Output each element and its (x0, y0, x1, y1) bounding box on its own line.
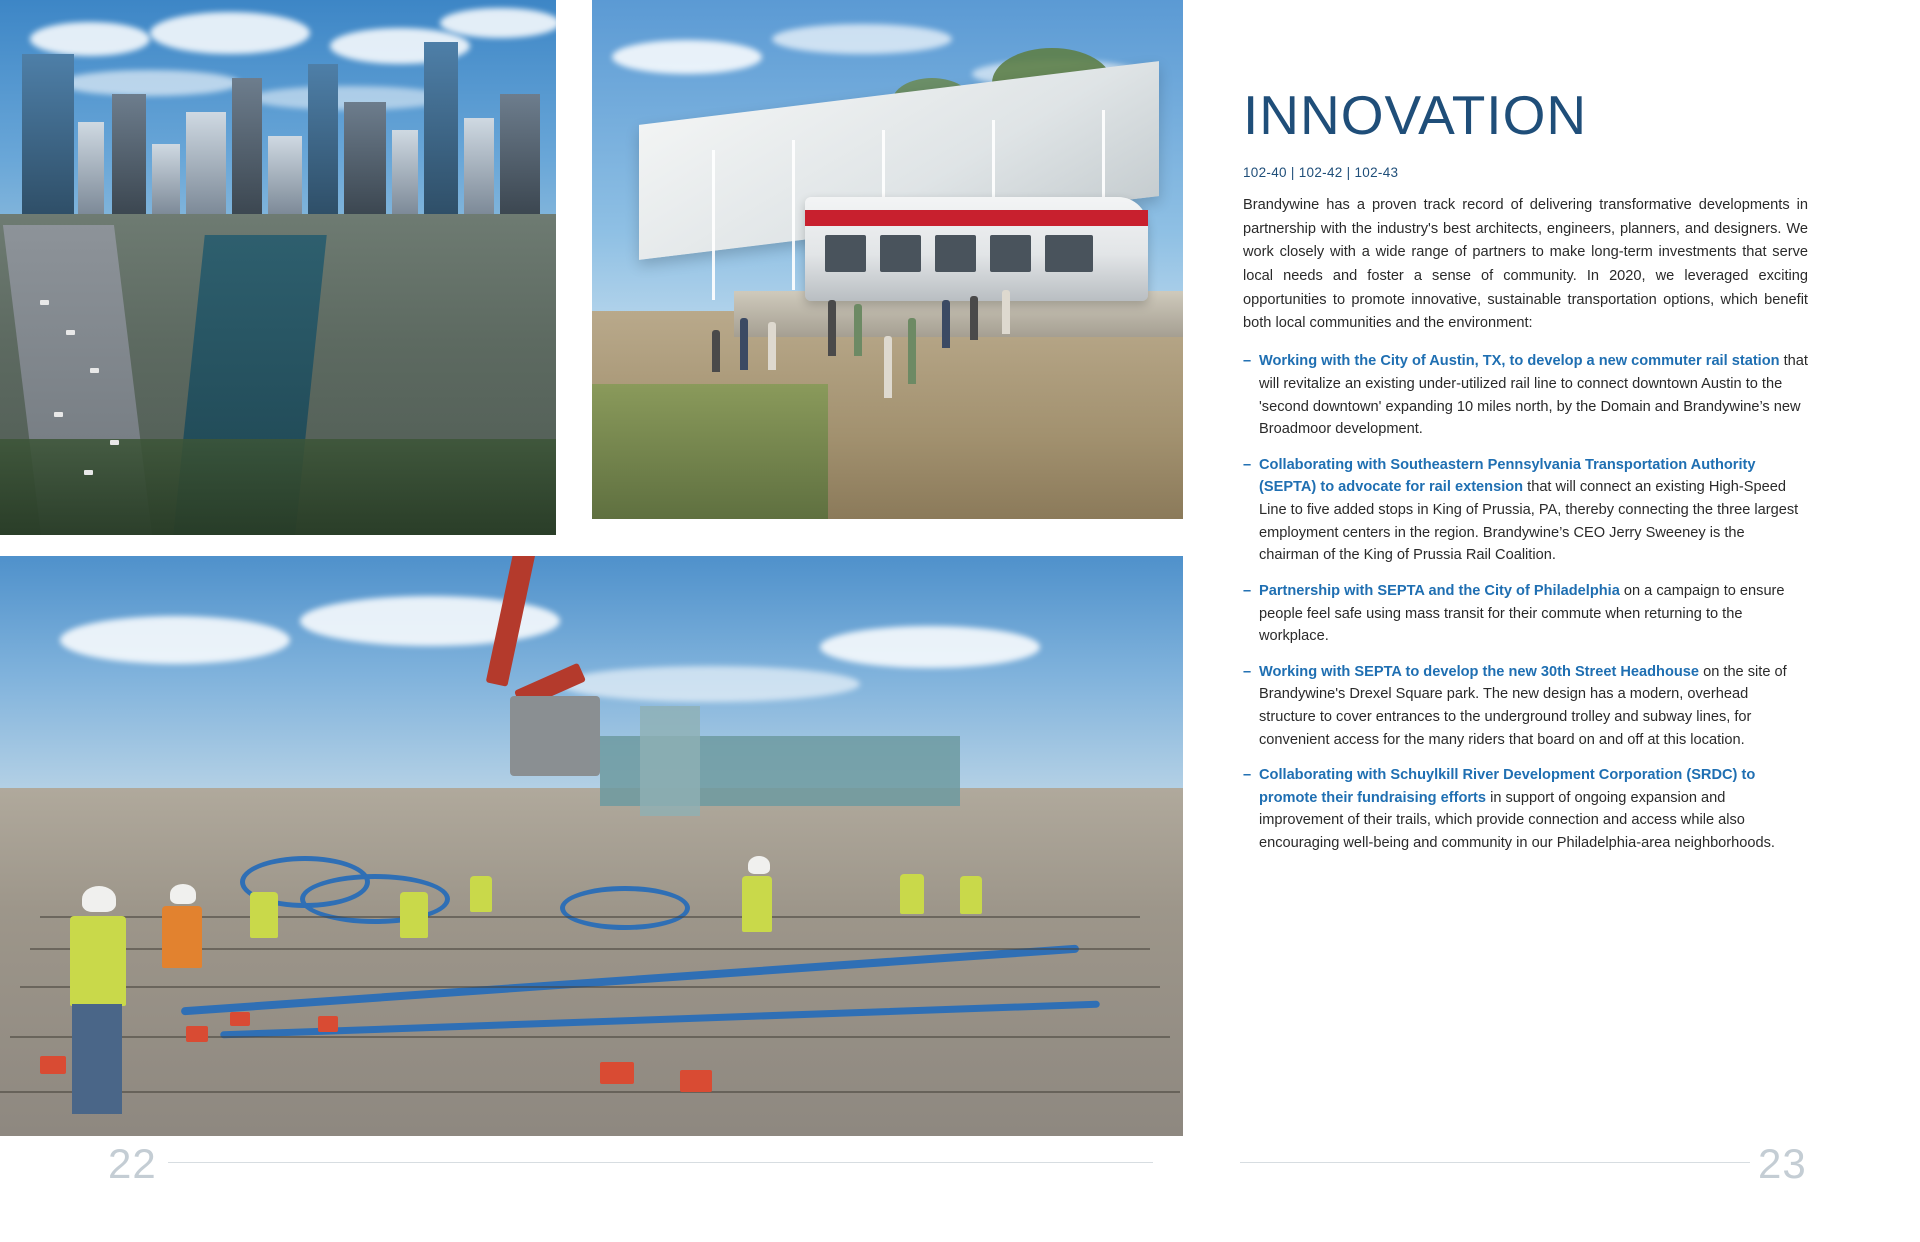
building-shape (78, 122, 104, 214)
building-shape (392, 130, 418, 214)
image-rail-station-rendering (592, 0, 1183, 519)
building-shape (464, 118, 494, 214)
building-shape (268, 136, 302, 214)
rebar-line (40, 916, 1140, 918)
list-item-lead: Working with SEPTA to develop the new 30th Street Headhouse (1259, 663, 1700, 680)
hard-hat (748, 856, 770, 874)
train-window (990, 235, 1031, 272)
list-item (1243, 580, 1808, 648)
pedestrian-figure (828, 300, 836, 356)
list-item-rest: on the site of Brandywine's Drexel Square park. The new design has a modern, overhead structure to cover entrances to the underground trolley and subway lines, for convenient access for the many riders that board on and off at this location. (1259, 663, 1787, 748)
building-shape (112, 94, 146, 214)
cloud-shape (612, 40, 762, 74)
list-item (1243, 350, 1808, 440)
safety-marker (318, 1016, 338, 1032)
image-philadelphia-skyline (0, 0, 556, 535)
pedestrian-figure (712, 330, 720, 372)
worker-figure (162, 906, 202, 968)
train-window (1045, 235, 1093, 272)
gri-standards-reference: 102-40 | 102-42 | 102-43 (1243, 165, 1399, 180)
pedestrian-figure (1002, 290, 1010, 334)
hard-hat (170, 884, 196, 904)
canopy-column (712, 150, 715, 300)
list-item-text (1259, 661, 1808, 751)
blue-hose-coil (560, 886, 690, 930)
car-shape (110, 440, 119, 445)
cloud-shape (60, 70, 240, 96)
worker-figure (742, 876, 772, 932)
image-construction-deck (0, 556, 1183, 1136)
worker-figure (400, 892, 428, 938)
hard-hat (82, 886, 116, 912)
safety-marker (186, 1026, 208, 1042)
building-shape (152, 144, 180, 214)
cloud-shape (440, 8, 556, 38)
page-number-right: 23 (1758, 1140, 1807, 1187)
pedestrian-figure (740, 318, 748, 370)
pedestrian-figure (970, 296, 978, 340)
canopy-column (792, 140, 795, 290)
list-item (1243, 764, 1808, 854)
building-shape (424, 42, 458, 214)
rebar-line (10, 1036, 1170, 1038)
list-item-rest: that will connect an existing High-Speed Line to five added stops in King of Prussia, PA, thereby connecting the three largest employment centers in the region. Brandywine’s CEO Jerry Sweeney is the chairman of the King of Prussia Rail Coalition. (1259, 479, 1799, 564)
intro-paragraph: Brandywine has a proven track record of delivering transformative developments in partnership with the industry's best architects, engineers, planners, and designers. We work closely with a wide range of partners to make long-term investments that serve local needs and foster a sense of community. In 2020, we leveraged exciting opportunities to promote innovative, sustainable transportation options, which benefit both local communities and the environment: (1243, 197, 1808, 332)
list-item (1243, 661, 1808, 751)
pedestrian-figure (908, 318, 916, 384)
grass-area (592, 384, 828, 519)
list-item-text (1259, 580, 1808, 648)
list-item-lead: Partnership with SEPTA and the City of Philadelphia (1259, 582, 1620, 599)
safety-marker (40, 1056, 66, 1074)
pedestrian-figure (854, 304, 862, 356)
building-shape (308, 64, 338, 214)
list-item-lead: Working with the City of Austin, TX, to develop a new commuter rail station (1259, 353, 1780, 370)
page-title: INNOVATION (1243, 84, 1588, 146)
building-shape (186, 112, 226, 214)
bullet-dash: – (1243, 582, 1252, 599)
list-item-text (1259, 350, 1808, 440)
cloud-shape (60, 616, 290, 664)
footer-rule-left (168, 1162, 1153, 1163)
list-item-rest: in support of ongoing expansion and improvement of their trails, which provide connection and access while also encouraging well-being and community in our Philadelphia-area neighborhoods. (1259, 789, 1775, 852)
list-item-rest: on a campaign to ensure people feel safe using mass transit for their commute when returning to the workplace. (1259, 582, 1785, 645)
train-window (825, 235, 866, 272)
car-shape (90, 368, 99, 373)
car-shape (54, 412, 63, 417)
bullet-dash: – (1243, 767, 1252, 784)
adjacent-building (640, 706, 700, 816)
worker-figure (900, 874, 924, 914)
pedestrian-figure (884, 336, 892, 398)
cloud-shape (820, 626, 1040, 668)
footer-rule-right (1240, 1162, 1750, 1163)
rebar-line (0, 1091, 1180, 1093)
worker-figure (250, 892, 278, 938)
building-shape (22, 54, 74, 214)
building-shape (500, 94, 540, 214)
worker-figure (960, 876, 982, 914)
light-rail-train (805, 197, 1148, 301)
list-item (1243, 454, 1808, 567)
train-window (935, 235, 976, 272)
article-content (1243, 84, 1808, 868)
safety-marker (230, 1012, 250, 1026)
list-item-text (1259, 454, 1808, 567)
list-item-text (1259, 764, 1808, 854)
cloud-shape (772, 24, 952, 54)
rebar-line (20, 986, 1160, 988)
train-window (880, 235, 921, 272)
cloud-shape (560, 666, 860, 702)
bullet-dash: – (1243, 353, 1252, 370)
tree-line (0, 439, 556, 535)
page-number-left: 22 (108, 1140, 157, 1187)
safety-marker (680, 1070, 712, 1092)
list-item-rest: that will revitalize an existing under-utilized rail line to connect downtown Austin to the 'second downtown' expanding 10 miles north, by the Domain and Brandywine’s new Broadmoor development. (1259, 353, 1808, 438)
cloud-shape (150, 12, 310, 54)
pump-head-assembly (510, 696, 600, 776)
safety-marker (600, 1062, 634, 1084)
pedestrian-figure (942, 300, 950, 348)
worker-figure (70, 916, 126, 1006)
worker-legs (72, 1004, 122, 1114)
building-shape (344, 102, 386, 214)
car-shape (66, 330, 75, 335)
worker-figure (470, 876, 492, 912)
initiatives-list (1243, 350, 1808, 854)
car-shape (40, 300, 49, 305)
bullet-dash: – (1243, 456, 1252, 473)
list-item-lead: Collaborating with Schuylkill River Development Corporation (SRDC) to promote their fundraising efforts (1259, 767, 1756, 806)
list-item-lead: Collaborating with Southeastern Pennsylvania Transportation Authority (SEPTA) to advocate for rail extension (1259, 456, 1756, 496)
pedestrian-figure (768, 322, 776, 370)
building-shape (232, 78, 262, 214)
bullet-dash: – (1243, 663, 1252, 680)
train-stripe (805, 210, 1148, 227)
car-shape (84, 470, 93, 475)
cloud-shape (30, 22, 150, 56)
